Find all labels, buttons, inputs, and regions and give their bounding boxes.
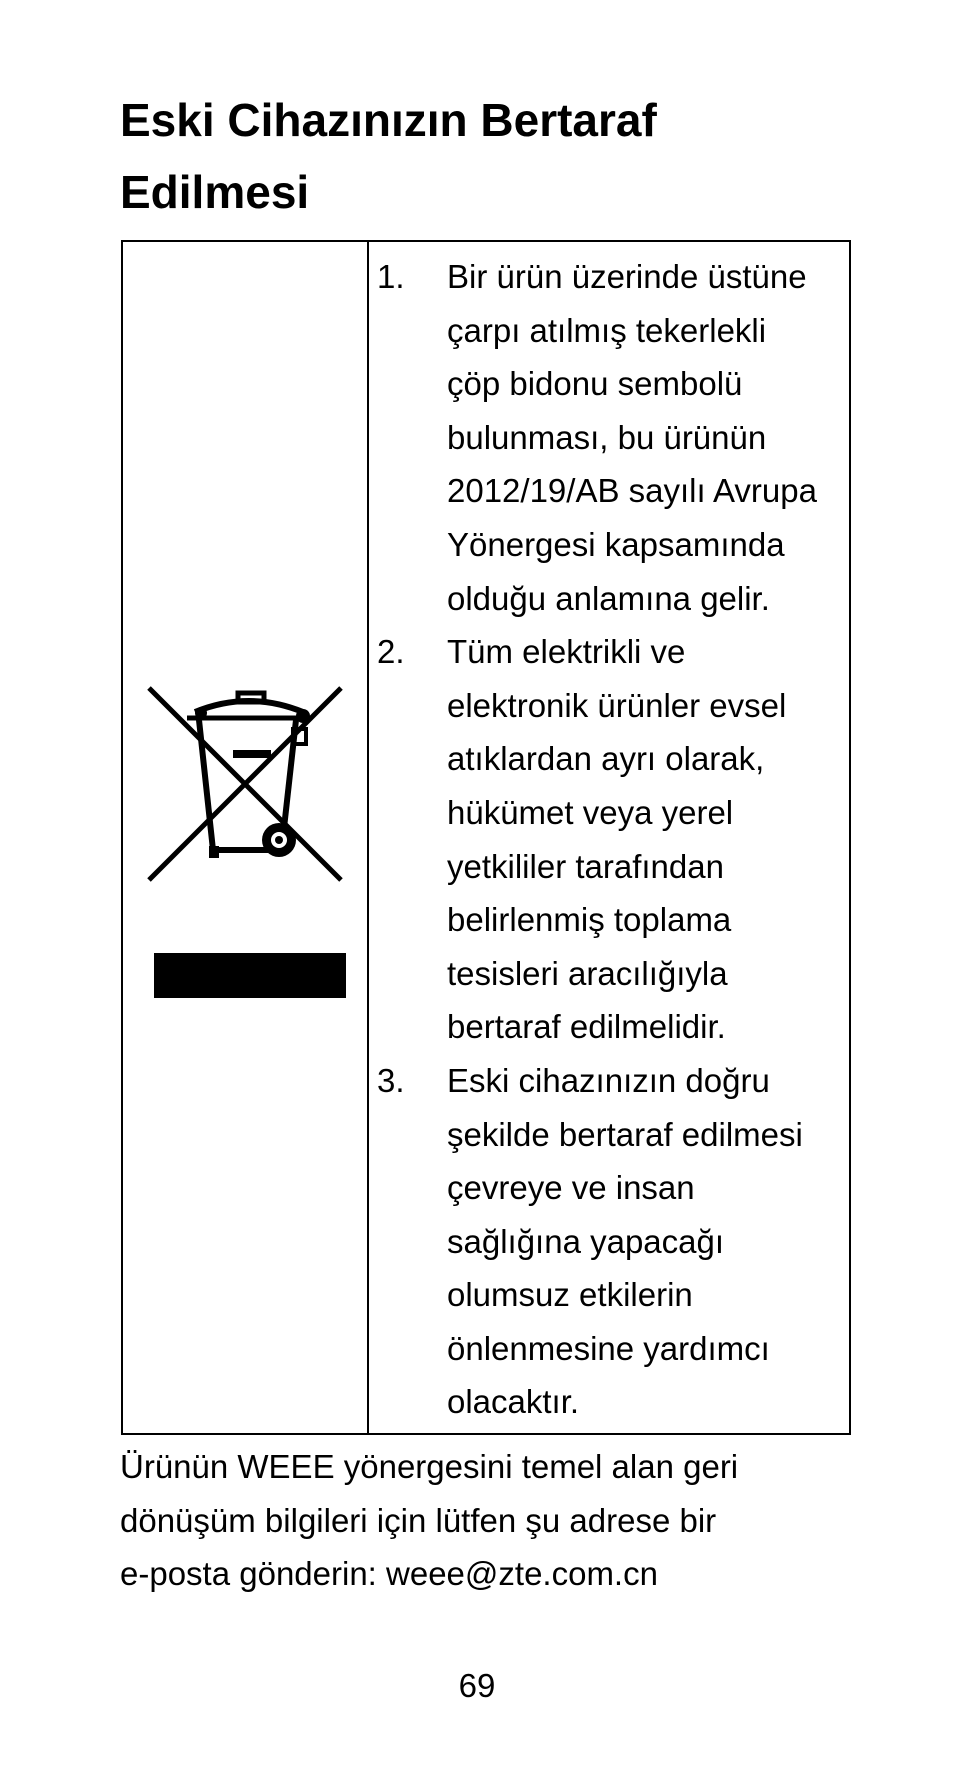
list-item-number: 3.: [377, 1061, 405, 1099]
text-cell: [369, 242, 849, 1433]
black-bar: [154, 953, 346, 998]
list-item-text: Eski cihazınızın doğru şekilde bertaraf edilmesi çevreye ve insan sağlığına yapacağı olumsuz etkilerin önlenmesine yardımcı olacaktır.: [447, 1061, 803, 1421]
list-item: [369, 250, 849, 625]
symbol-cell: [123, 242, 369, 1433]
list-item-number: 1.: [377, 258, 405, 295]
info-table: [121, 240, 851, 1435]
list-item-text: Tüm elektrikli ve elektronik ürünler evsel atıklardan ayrı olarak, hükümet veya yerel yetkililer tarafından belirlenmiş toplama tesisleri aracılığıyla bertaraf edilmelidir.: [447, 633, 787, 1046]
crossed-out-wheelie-bin-icon: [141, 680, 361, 910]
page-number: 69: [458, 1667, 496, 1704]
list-item: [369, 1054, 849, 1429]
page-title: Eski Cihazınızın Bertaraf Edilmesi: [120, 94, 657, 218]
list-item: [369, 625, 849, 1054]
list-item-text: Bir ürün üzerinde üstüne çarpı atılmış tekerlekli çöp bidonu sembolü bulunması, bu ürünün 2012/19/AB sayılı Avrupa Yönergesi kapsamında olduğu anlamına gelir.: [447, 258, 817, 617]
list-item-number: 2.: [377, 633, 405, 671]
footer-text: Ürünün WEEE yönergesini temel alan geri dönüşüm bilgileri için lütfen şu adrese bir e-posta gönderin: weee@zte.com.cn: [120, 1448, 739, 1593]
